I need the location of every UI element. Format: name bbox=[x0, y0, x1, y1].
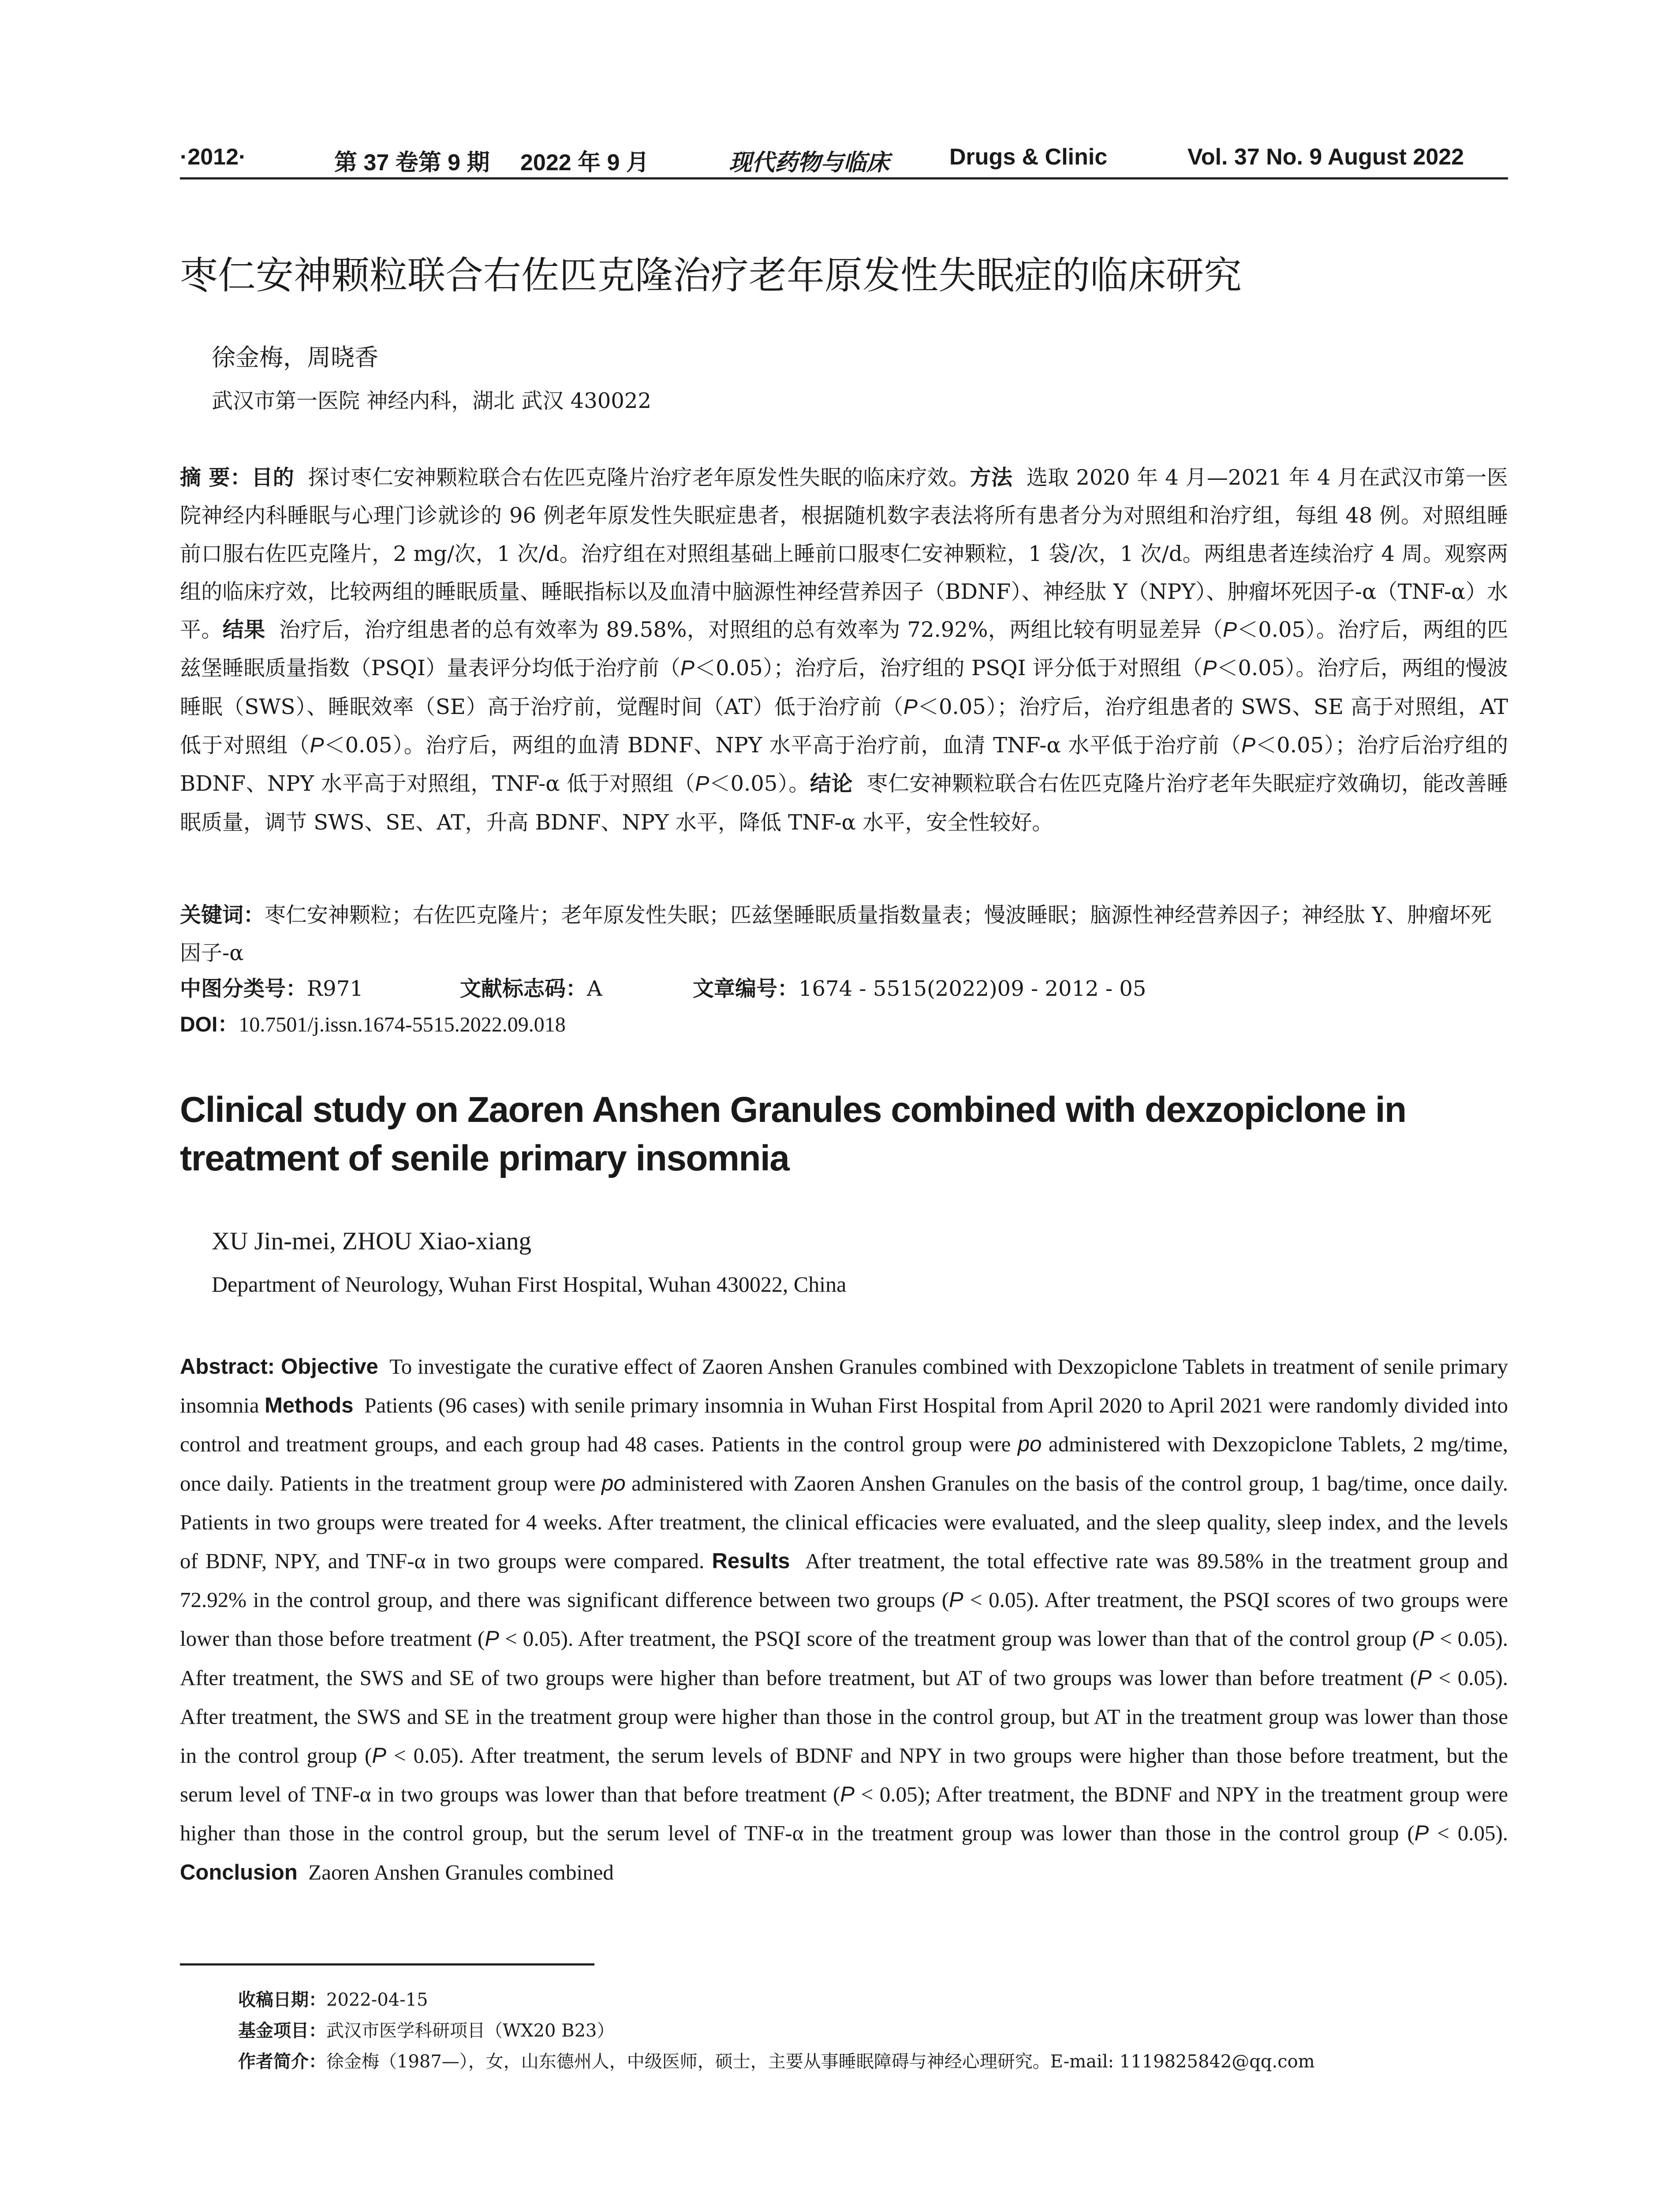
footnotes bbox=[238, 1984, 1517, 2077]
received-date bbox=[238, 1984, 1517, 2015]
keywords-cn bbox=[180, 896, 1508, 972]
clc-value: R971 bbox=[307, 976, 363, 1001]
results-text-en: After treatment, the total effective rate was 89.58% in the treatment group and 72.92% in the control group, and there was significant difference between two groups ( bbox=[180, 1549, 1508, 1612]
volume-issue-en: Vol. 37 No. 9 August 2022 bbox=[1187, 144, 1464, 170]
received-label: 收稿日期： bbox=[238, 1990, 326, 2010]
running-header bbox=[180, 140, 1508, 181]
affiliation-en: Department of Neurology, Wuhan First Hospital, Wuhan 430022, China bbox=[212, 1272, 847, 1297]
objective-text-cn: 探讨枣仁安神颗粒联合右佐匹克隆片治疗老年原发性失眠的临床疗效。 bbox=[308, 465, 970, 490]
author-bio bbox=[238, 2046, 1517, 2077]
keywords-label-cn: 关键词： bbox=[180, 903, 265, 927]
abstract-objective-label-en: Abstract: Objective bbox=[180, 1355, 378, 1379]
footnote-rule bbox=[180, 1963, 594, 1966]
objective-label-cn: 目的 bbox=[251, 465, 295, 490]
methods-text-cn: 选取 2020 年 4 月—2021 年 4 月在武汉市第一医院神经内科睡眠与心理门诊就诊的 96 例老年原发性失眠症患者，根据随机数字表法将所有患者分为对照组和治疗组，每组 48 例。对照组睡前口服右佐匹克隆片，2 mg/次，1 次/d。治疗组在对照组基础上睡前口服枣仁安神颗粒，1 袋/次，1 次/d。两组患者连续治疗 4 周。观察两组的临床疗效，比较两组的睡眠质量、睡眠指标以及血清中脑源性神经营养因子（BDNF）、神经肽 Y（NPY）、肿瘤坏死因子-α（TNF-α）水平。 bbox=[180, 465, 1508, 643]
affiliation-cn: 武汉市第一医院 神经内科，湖北 武汉 430022 bbox=[212, 389, 652, 413]
results-text-cn: 治疗后，治疗组患者的总有效率为 89.58%，对照组的总有效率为 72.92%，两组比较有明显差异（ bbox=[279, 617, 1223, 643]
p-value-symbol: P bbox=[695, 772, 709, 796]
objective-text-en: To investigate the curative effect of Zaoren Anshen Granules combined with Dexzopiclone Tablets in treatment of senile primary insomnia bbox=[180, 1354, 1508, 1418]
p-value-symbol: P bbox=[1419, 1627, 1434, 1651]
conclusion-label-cn: 结论 bbox=[810, 771, 853, 796]
results-text-cn: ＜0.05）；治疗后治疗组的 BDNF、NPY 水平高于对照组，TNF-α 低于对照组（ bbox=[180, 733, 1508, 796]
results-text-en: < 0.05). After treatment, the SWS and SE of two groups were higher than before treatment, but AT of two groups was lower than before treatment ( bbox=[180, 1626, 1508, 1690]
abstract-label-cn: 摘 要： bbox=[180, 465, 252, 490]
p-value-symbol: P bbox=[1417, 1666, 1432, 1690]
fund-label: 基金项目： bbox=[238, 2021, 326, 2041]
results-text-cn: ＜0.05）。 bbox=[709, 771, 810, 796]
results-text-en: < 0.05). After treatment, the SWS and SE in the treatment group were higher than those in the control group, but AT in the treatment group was lower than those in the control group ( bbox=[180, 1665, 1508, 1768]
methods-text-en: Patients (96 cases) with senile primary insomnia in Wuhan First Hospital from April 2020 to April 2021 were randomly divided into control and treatment groups, and each group had 48 cases. Patients in the control group were bbox=[180, 1393, 1508, 1457]
authors-en: XU Jin-mei, ZHOU Xiao-xiang bbox=[212, 1227, 532, 1255]
results-text-cn: ＜0.05）。治疗后，两组的慢波睡眠（SWS）、睡眠效率（SE）高于治疗前，觉醒时间（AT）低于治疗前（ bbox=[180, 656, 1508, 719]
journal-name-en: Drugs & Clinic bbox=[949, 144, 1108, 170]
conclusion-text-cn: 枣仁安神颗粒联合右佐匹克隆片治疗老年失眠症疗效确切，能改善睡眠质量，调节 SWS、SE、AT，升高 BDNF、NPY 水平，降低 TNF-α 水平，安全性较好。 bbox=[180, 771, 1508, 835]
methods-label-en: Methods bbox=[265, 1394, 354, 1418]
conclusion-label-en: Conclusion bbox=[180, 1860, 298, 1884]
clc-label: 中图分类号： bbox=[180, 976, 307, 1001]
results-text-en: < 0.05); After treatment, the BDNF and NPY in the treatment group were higher than those in the control group, but the serum level of TNF-α in the treatment group was lower than those in the control group ( bbox=[180, 1782, 1508, 1846]
methods-text-en: administered with Zaoren Anshen Granules on the basis of the control group, 1 bag/time, once daily. Patients in two groups were treated for 4 weeks. After treatment, the clinical efficacies were evaluated, and the sleep quality, sleep index, and the levels of BDNF, NPY, and TNF-α in two groups were compared. bbox=[180, 1471, 1508, 1573]
doi-line bbox=[180, 1007, 566, 1043]
p-value-symbol: P bbox=[680, 657, 695, 680]
results-text-cn: ＜0.05）；治疗后，治疗组的 PSQI 评分低于对照组（ bbox=[694, 656, 1203, 681]
article-number-label: 文章编号： bbox=[693, 976, 799, 1001]
po-abbrev: po bbox=[601, 1471, 626, 1495]
fund-project bbox=[238, 2015, 1517, 2046]
p-value-symbol: P bbox=[1202, 657, 1217, 680]
fund-value: 武汉市医学科研项目（WX20 B23） bbox=[326, 2021, 615, 2041]
p-value-symbol: P bbox=[372, 1744, 387, 1768]
doc-code-label: 文献标志码： bbox=[460, 976, 587, 1001]
author-bio-value: 徐金梅（1987—），女，山东德州人，中级医师，硕士，主要从事睡眠障碍与神经心理研究。E-mail: 1119825842@qq.com bbox=[326, 2052, 1315, 2072]
article-title-en: Clinical study on Zaoren Anshen Granules combined with dexzopiclone in treatment of senile primary insomnia bbox=[180, 1090, 1406, 1178]
p-value-symbol: P bbox=[1241, 734, 1256, 758]
methods-label-cn: 方法 bbox=[970, 465, 1013, 490]
results-label-en: Results bbox=[712, 1549, 790, 1573]
po-abbrev: po bbox=[1017, 1432, 1042, 1457]
doc-code-value: A bbox=[587, 976, 602, 1001]
header-rule bbox=[180, 177, 1508, 179]
date-cn: 2022 年 9 月 bbox=[520, 150, 649, 176]
page-number: ·2012· bbox=[180, 144, 246, 170]
abstract-cn bbox=[180, 459, 1508, 841]
p-value-symbol: P bbox=[1414, 1821, 1429, 1846]
article-number-value: 1674 - 5515(2022)09 - 2012 - 05 bbox=[799, 976, 1146, 1001]
methods-text-en: administered with Dexzopiclone Tablets, 2 mg/time, once daily. Patients in the treatment group were bbox=[180, 1432, 1508, 1495]
p-value-symbol: P bbox=[949, 1588, 963, 1612]
abstract-en bbox=[180, 1347, 1508, 1892]
received-value: 2022-04-15 bbox=[326, 1990, 428, 2010]
results-text-cn: ＜0.05）；治疗后，治疗组患者的 SWS、SE 高于对照组，AT 低于对照组（ bbox=[180, 694, 1508, 758]
results-text-cn: ＜0.05）。治疗后，两组的血清 BDNF、NPY 水平高于治疗前，血清 TNF-α 水平低于治疗前（ bbox=[324, 733, 1242, 758]
volume-issue-cn: 第 37 卷第 9 期 bbox=[334, 150, 490, 176]
results-text-en: < 0.05). After treatment, the serum levels of BDNF and NPY in two groups were higher than those before treatment, but the serum level of TNF-α in two groups was lower than that before treatment ( bbox=[180, 1743, 1508, 1807]
authors-cn: 徐金梅，周晓香 bbox=[212, 344, 378, 371]
keywords-text-cn: 枣仁安神颗粒；右佐匹克隆片；老年原发性失眠；匹兹堡睡眠质量指数量表；慢波睡眠；脑源性神经营养因子；神经肽 Y、肿瘤坏死因子-α bbox=[180, 903, 1492, 965]
doi-label: DOI： bbox=[180, 1013, 239, 1036]
journal-name-cn: 现代药物与临床 bbox=[729, 149, 890, 176]
classification-line bbox=[180, 971, 1508, 1006]
author-bio-label: 作者简介： bbox=[238, 2052, 326, 2072]
results-text-en: < 0.05). After treatment, the PSQI score of the treatment group was lower than that of the control group ( bbox=[505, 1626, 1420, 1651]
doi-value: 10.7501/j.issn.1674-5515.2022.09.018 bbox=[239, 1013, 566, 1036]
results-text-en: < 0.05). bbox=[1437, 1821, 1508, 1846]
results-text-cn: ＜0.05）。治疗后，两组的匹兹堡睡眠质量指数（PSQI）量表评分均低于治疗前（ bbox=[180, 617, 1508, 681]
p-value-symbol: P bbox=[840, 1783, 855, 1807]
p-value-symbol: P bbox=[903, 695, 918, 719]
conclusion-text-en: Zaoren Anshen Granules combined bbox=[308, 1860, 614, 1884]
results-text-en: < 0.05). After treatment, the PSQI scores of two groups were lower than those before treatment ( bbox=[180, 1588, 1508, 1651]
article-title-cn: 枣仁安神颗粒联合右佐匹克隆治疗老年原发性失眠症的临床研究 bbox=[180, 254, 1242, 298]
p-value-symbol: P bbox=[310, 734, 324, 758]
results-label-cn: 结果 bbox=[222, 617, 265, 643]
p-value-symbol: P bbox=[485, 1627, 500, 1651]
p-value-symbol: P bbox=[1223, 618, 1237, 642]
